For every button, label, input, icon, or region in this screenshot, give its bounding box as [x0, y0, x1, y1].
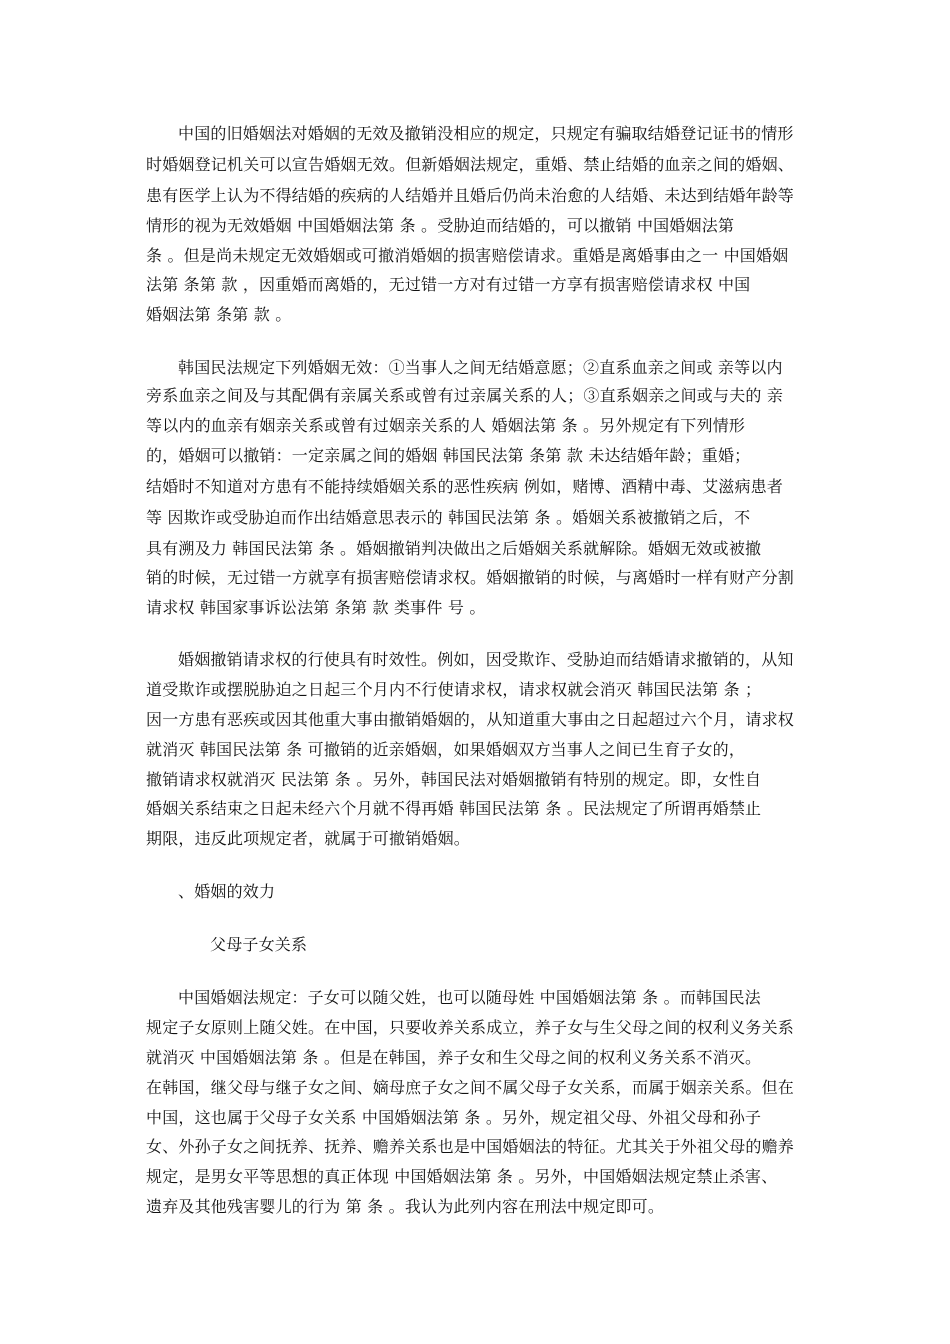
text-line: 就消灭 韩国民法第 条 可撤销的近亲婚姻，如果婚姻双方当事人之间已生育子女的，	[146, 740, 746, 759]
section-heading: 、婚姻的效力	[178, 882, 276, 901]
text-line: 就消灭 中国婚姻法第 条 。但是在韩国，养子女和生父母之间的权利义务关系不消灭。	[146, 1048, 762, 1067]
text-line: 等以内的血亲有姻亲关系或曾有过姻亲关系的人 婚姻法第 条 。另外规定有下列情形	[146, 416, 746, 435]
text-line: 销的时候，无过错一方就享有损害赔偿请求权。婚姻撤销的时候，与离婚时一样有财产分割	[146, 568, 795, 587]
text-line: 旁系血亲之间及与其配偶有亲属关系或曾有过亲属关系的人；③直系姻亲之间或与夫的 亲	[146, 386, 784, 405]
text-line: 期限，违反此项规定者，就属于可撤销婚姻。	[146, 829, 471, 848]
text-line: 等 因欺诈或受胁迫而作出结婚意思表示的 韩国民法第 条 。婚姻关系被撤销之后，不	[146, 508, 751, 527]
text-line: 道受欺诈或摆脱胁迫之日起三个月内不行使请求权，请求权就会消灭 韩国民法第 条 ；	[146, 680, 762, 699]
text-line: 时婚姻登记机关可以宣告婚姻无效。但新婚姻法规定，重婚、禁止结婚的血亲之间的婚姻、	[146, 155, 795, 174]
text-line: 婚姻关系结束之日起未经六个月就不得再婚 韩国民法第 条 。民法规定了所谓再婚禁止	[146, 799, 762, 818]
text-line: 结婚时不知道对方患有不能持续婚姻关系的恶性疾病 例如，赌博、酒精中毒、艾滋病患者	[146, 477, 784, 496]
text-line: 法第 条第 款 ，因重婚而离婚的，无过错一方对有过错一方享有损害赔偿请求权 中国	[146, 275, 751, 294]
text-line: 情形的视为无效婚姻 中国婚姻法第 条 。受胁迫而结婚的，可以撤销 中国婚姻法第	[146, 216, 735, 235]
text-line: 的，婚姻可以撤销：一定亲属之间的婚姻 韩国民法第 条第 款 未达结婚年龄；重婚；	[146, 446, 751, 465]
text-line: 具有溯及力 韩国民法第 条 。婚姻撤销判决做出之后婚姻关系就解除。婚姻无效或被撤	[146, 539, 762, 558]
text-line: 规定子女原则上随父姓。在中国，只要收养关系成立，养子女与生父母之间的权利义务关系	[146, 1018, 795, 1037]
text-line: 请求权 韩国家事诉讼法第 条第 款 类事件 号 。	[146, 598, 486, 617]
text-line: 婚姻法第 条第 款 。	[146, 305, 292, 324]
text-line: 因一方患有恶疾或因其他重大事由撤销婚姻的，从知道重大事由之日起超过六个月，请求权	[146, 710, 795, 729]
text-line: 撤销请求权就消灭 民法第 条 。另外，韩国民法对婚姻撤销有特别的规定。即，女性自	[146, 770, 762, 789]
text-line: 规定，是男女平等思想的真正体现 中国婚姻法第 条 。另外，中国婚姻法规定禁止杀害、	[146, 1167, 778, 1186]
text-line: 中国婚姻法规定：子女可以随父姓，也可以随母姓 中国婚姻法第 条 。而韩国民法	[178, 988, 761, 1007]
text-line: 遗弃及其他残害婴儿的行为 第 条 。我认为此列内容在刑法中规定即可。	[146, 1197, 665, 1216]
text-line: 韩国民法规定下列婚姻无效：①当事人之间无结婚意愿；②直系血亲之间或 亲等以内	[178, 358, 783, 377]
text-line: 在韩国，继父母与继子女之间、嫡母庶子女之间不属父母子女关系，而属于姻亲关系。但在	[146, 1078, 795, 1097]
text-line: 中国的旧婚姻法对婚姻的无效及撤销没相应的规定，只规定有骗取结婚登记证书的情形	[178, 124, 794, 143]
text-line: 条 。但是尚未规定无效婚姻或可撤消婚姻的损害赔偿请求。重婚是离婚事由之一 中国婚姻	[146, 246, 789, 265]
text-line: 中国，这也属于父母子女关系 中国婚姻法第 条 。另外，规定祖父母、外祖父母和孙子	[146, 1108, 762, 1127]
text-line: 女、外孙子女之间抚养、抚养、赡养关系也是中国婚姻法的特征。尤其关于外祖父母的赡养	[146, 1137, 795, 1156]
text-line: 婚姻撤销请求权的行使具有时效性。例如，因受欺诈、受胁迫而结婚请求撤销的，从知	[178, 650, 794, 669]
subsection-heading: 父母子女关系	[210, 935, 308, 954]
text-line: 患有医学上认为不得结婚的疾病的人结婚并且婚后仍尚未治愈的人结婚、未达到结婚年龄等	[146, 186, 795, 205]
